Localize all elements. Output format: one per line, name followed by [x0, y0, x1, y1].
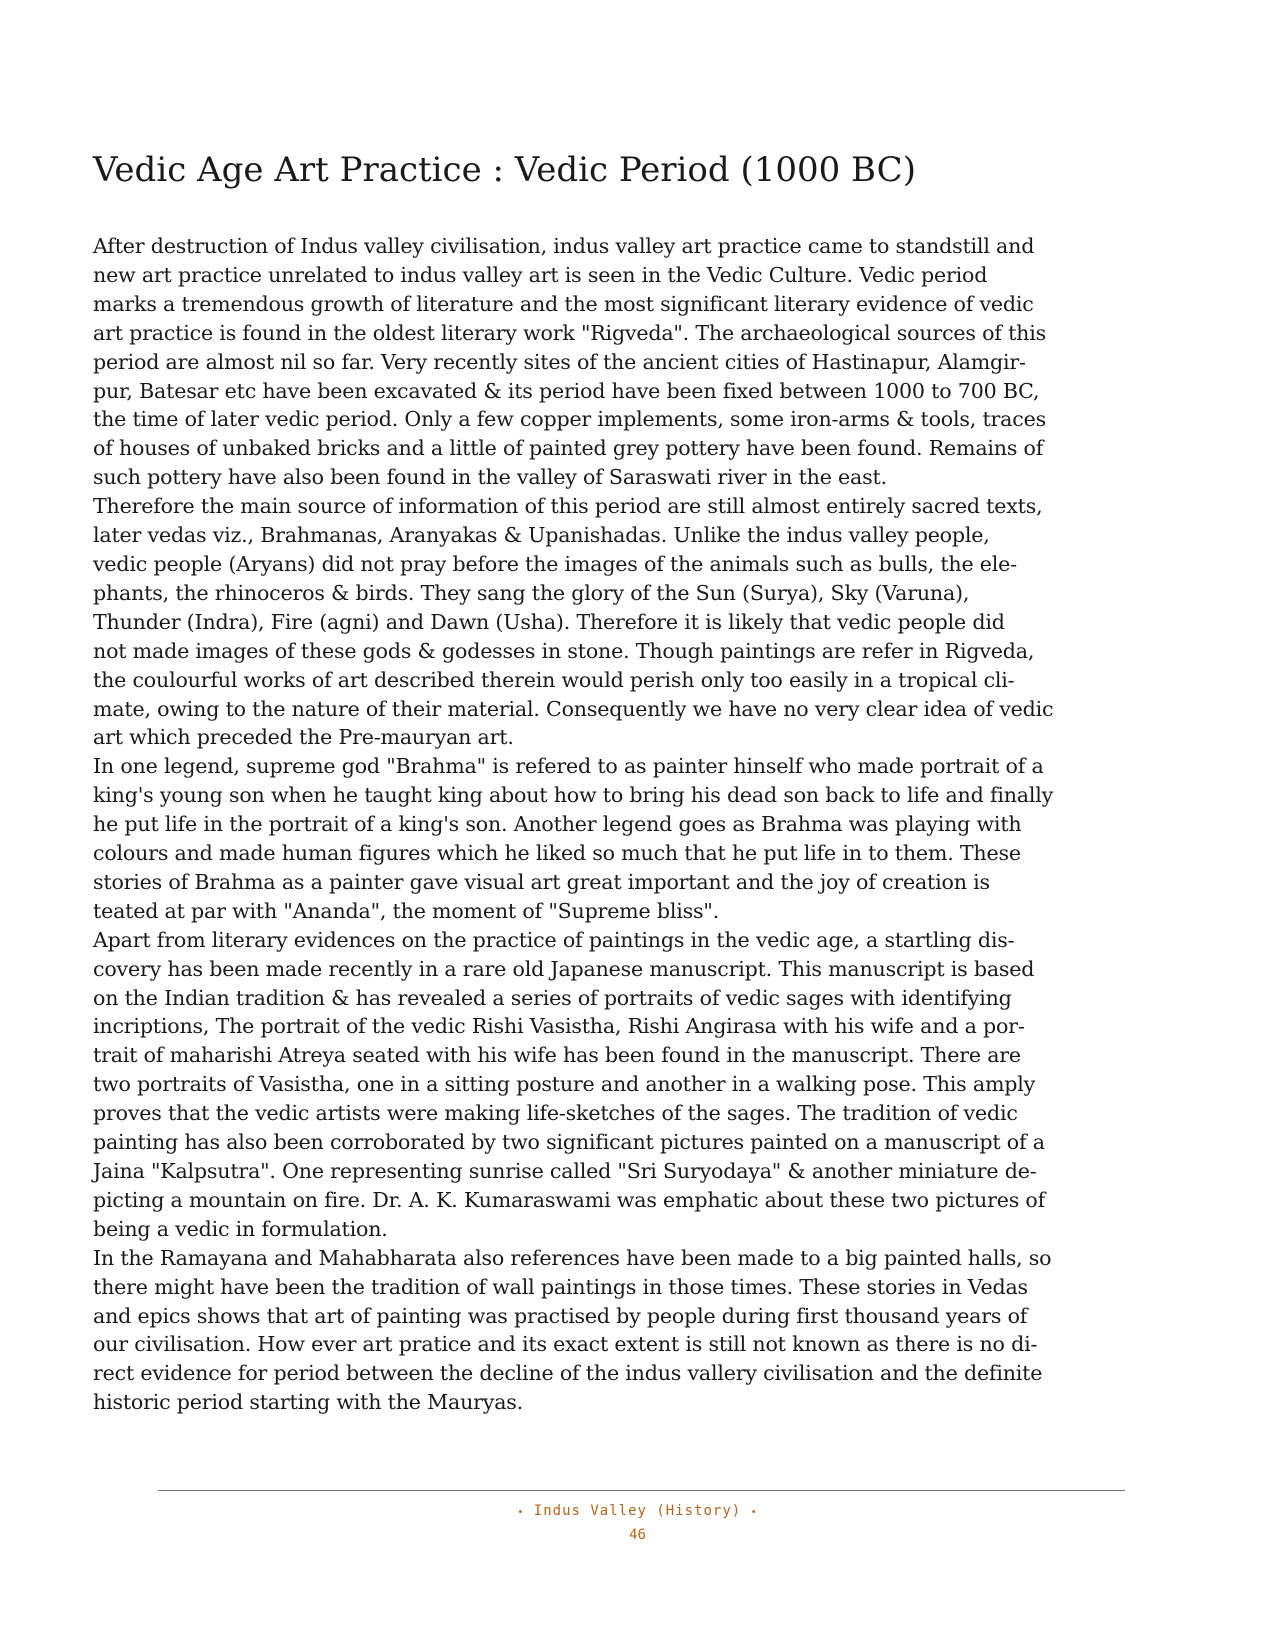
body-line: Therefore the main source of information of this period are still almost entirely sacred texts, — [93, 494, 1043, 519]
body-line: being a vedic in formulation. — [93, 1216, 388, 1241]
body-line: not made images of these gods & godesses in stone. Though paintings are refer in Rigveda, — [93, 638, 1035, 663]
body-line: the time of later vedic period. Only a few copper implements, some iron-arms & tools, traces — [93, 407, 1046, 432]
footer-section-text: Indus Valley (History) — [533, 1503, 742, 1519]
body-line: teated at par with "Ananda", the moment of "Supreme bliss". — [93, 898, 719, 923]
body-line: marks a tremendous growth of literature and the most significant literary evidence of vedic — [93, 291, 1034, 316]
body-line: art practice is found in the oldest literary work "Rigveda". The archaeological sources of this — [93, 320, 1046, 345]
body-line: art which preceded the Pre-mauryan art. — [93, 725, 514, 750]
body-line: he put life in the portrait of a king's son. Another legend goes as Brahma was playing with — [93, 812, 1022, 837]
body-line: new art practice unrelated to indus valley art is seen in the Vedic Culture. Vedic period — [93, 262, 988, 287]
page-title: Vedic Age Art Practice : Vedic Period (1000 BC) — [93, 150, 916, 190]
body-line: of houses of unbaked bricks and a little of painted grey pottery have been found. Remains of — [93, 436, 1044, 461]
footer-divider — [158, 1490, 1125, 1491]
body-line: period are almost nil so far. Very recently sites of the ancient cities of Hastinapur, Alamgir- — [93, 349, 1026, 374]
body-line: Jaina "Kalpsutra". One representing sunrise called "Sri Suryodaya" & another miniature de- — [93, 1159, 1037, 1183]
body-line: In one legend, supreme god "Brahma" is refered to as painter hinself who made portrait of a — [93, 754, 1044, 779]
footer-section-label — [0, 1502, 1275, 1522]
body-text — [93, 232, 1193, 1417]
body-line: trait of maharishi Atreya seated with his wife has been found in the manuscript. There are — [93, 1043, 1021, 1068]
bullet-icon: • — [517, 1507, 525, 1518]
body-line: mate, owing to the nature of their material. Consequently we have no very clear idea of vedic — [93, 696, 1054, 721]
body-line: colours and made human figures which he liked so much that he put life in to them. These — [93, 841, 1021, 866]
body-line: pur, Batesar etc have been excavated & its period have been fixed between 1000 to 700 BC, — [93, 378, 1040, 403]
body-line: proves that the vedic artists were making life-sketches of the sages. The tradition of vedic — [93, 1101, 1018, 1126]
body-line: In the Ramayana and Mahabharata also references have been made to a big painted halls, so — [93, 1245, 1052, 1270]
body-line: the coulourful works of art described therein would perish only too easily in a tropical cli- — [93, 667, 1015, 692]
body-line: king's young son when he taught king about how to bring his dead son back to life and finally — [93, 783, 1054, 808]
body-line: and epics shows that art of painting was practised by people during first thousand years of — [93, 1303, 1028, 1328]
body-line: incriptions, The portrait of the vedic Rishi Vasistha, Rishi Angirasa with his wife and a por- — [93, 1014, 1025, 1039]
body-line: two portraits of Vasistha, one in a sitting posture and another in a walking pose. This amply — [93, 1072, 1036, 1097]
body-line: phants, the rhinoceros & birds. They sang the glory of the Sun (Surya), Sky (Varuna), — [93, 580, 970, 605]
bullet-icon: • — [750, 1507, 758, 1518]
page-number: 46 — [629, 1527, 646, 1543]
body-line: Apart from literary evidences on the practice of paintings in the vedic age, a startling dis- — [93, 927, 1015, 952]
body-line: there might have been the tradition of wall paintings in those times. These stories in Vedas — [93, 1274, 1028, 1299]
body-line: later vedas viz., Brahmanas, Aranyakas & Upanishadas. Unlike the indus valley people, — [93, 523, 990, 548]
body-line: stories of Brahma as a painter gave visual art great important and the joy of creation is — [93, 869, 990, 894]
body-line: our civilisation. How ever art pratice and its exact extent is still not known as there is no di- — [93, 1332, 1038, 1357]
body-line: Thunder (Indra), Fire (agni) and Dawn (Usha). Therefore it is likely that vedic people did — [93, 609, 1005, 634]
body-line: painting has also been corroborated by two significant pictures painted on a manuscript of a — [93, 1130, 1045, 1155]
body-line: rect evidence for period between the decline of the indus vallery civilisation and the definite — [93, 1361, 1043, 1386]
body-line: covery has been made recently in a rare old Japanese manuscript. This manuscript is based — [93, 956, 1035, 981]
body-line: picting a mountain on fire. Dr. A. K. Kumaraswami was emphatic about these two pictures of — [93, 1187, 1046, 1212]
body-line: vedic people (Aryans) did not pray before the images of the animals such as bulls, the ele- — [93, 551, 1017, 576]
body-line: After destruction of Indus valley civilisation, indus valley art practice came to standstill and — [93, 234, 1035, 258]
body-line: such pottery have also been found in the valley of Saraswati river in the east. — [93, 465, 887, 490]
body-line: historic period starting with the Mauryas. — [93, 1390, 524, 1415]
body-line: on the Indian tradition & has revealed a series of portraits of vedic sages with identifying — [93, 985, 1012, 1010]
